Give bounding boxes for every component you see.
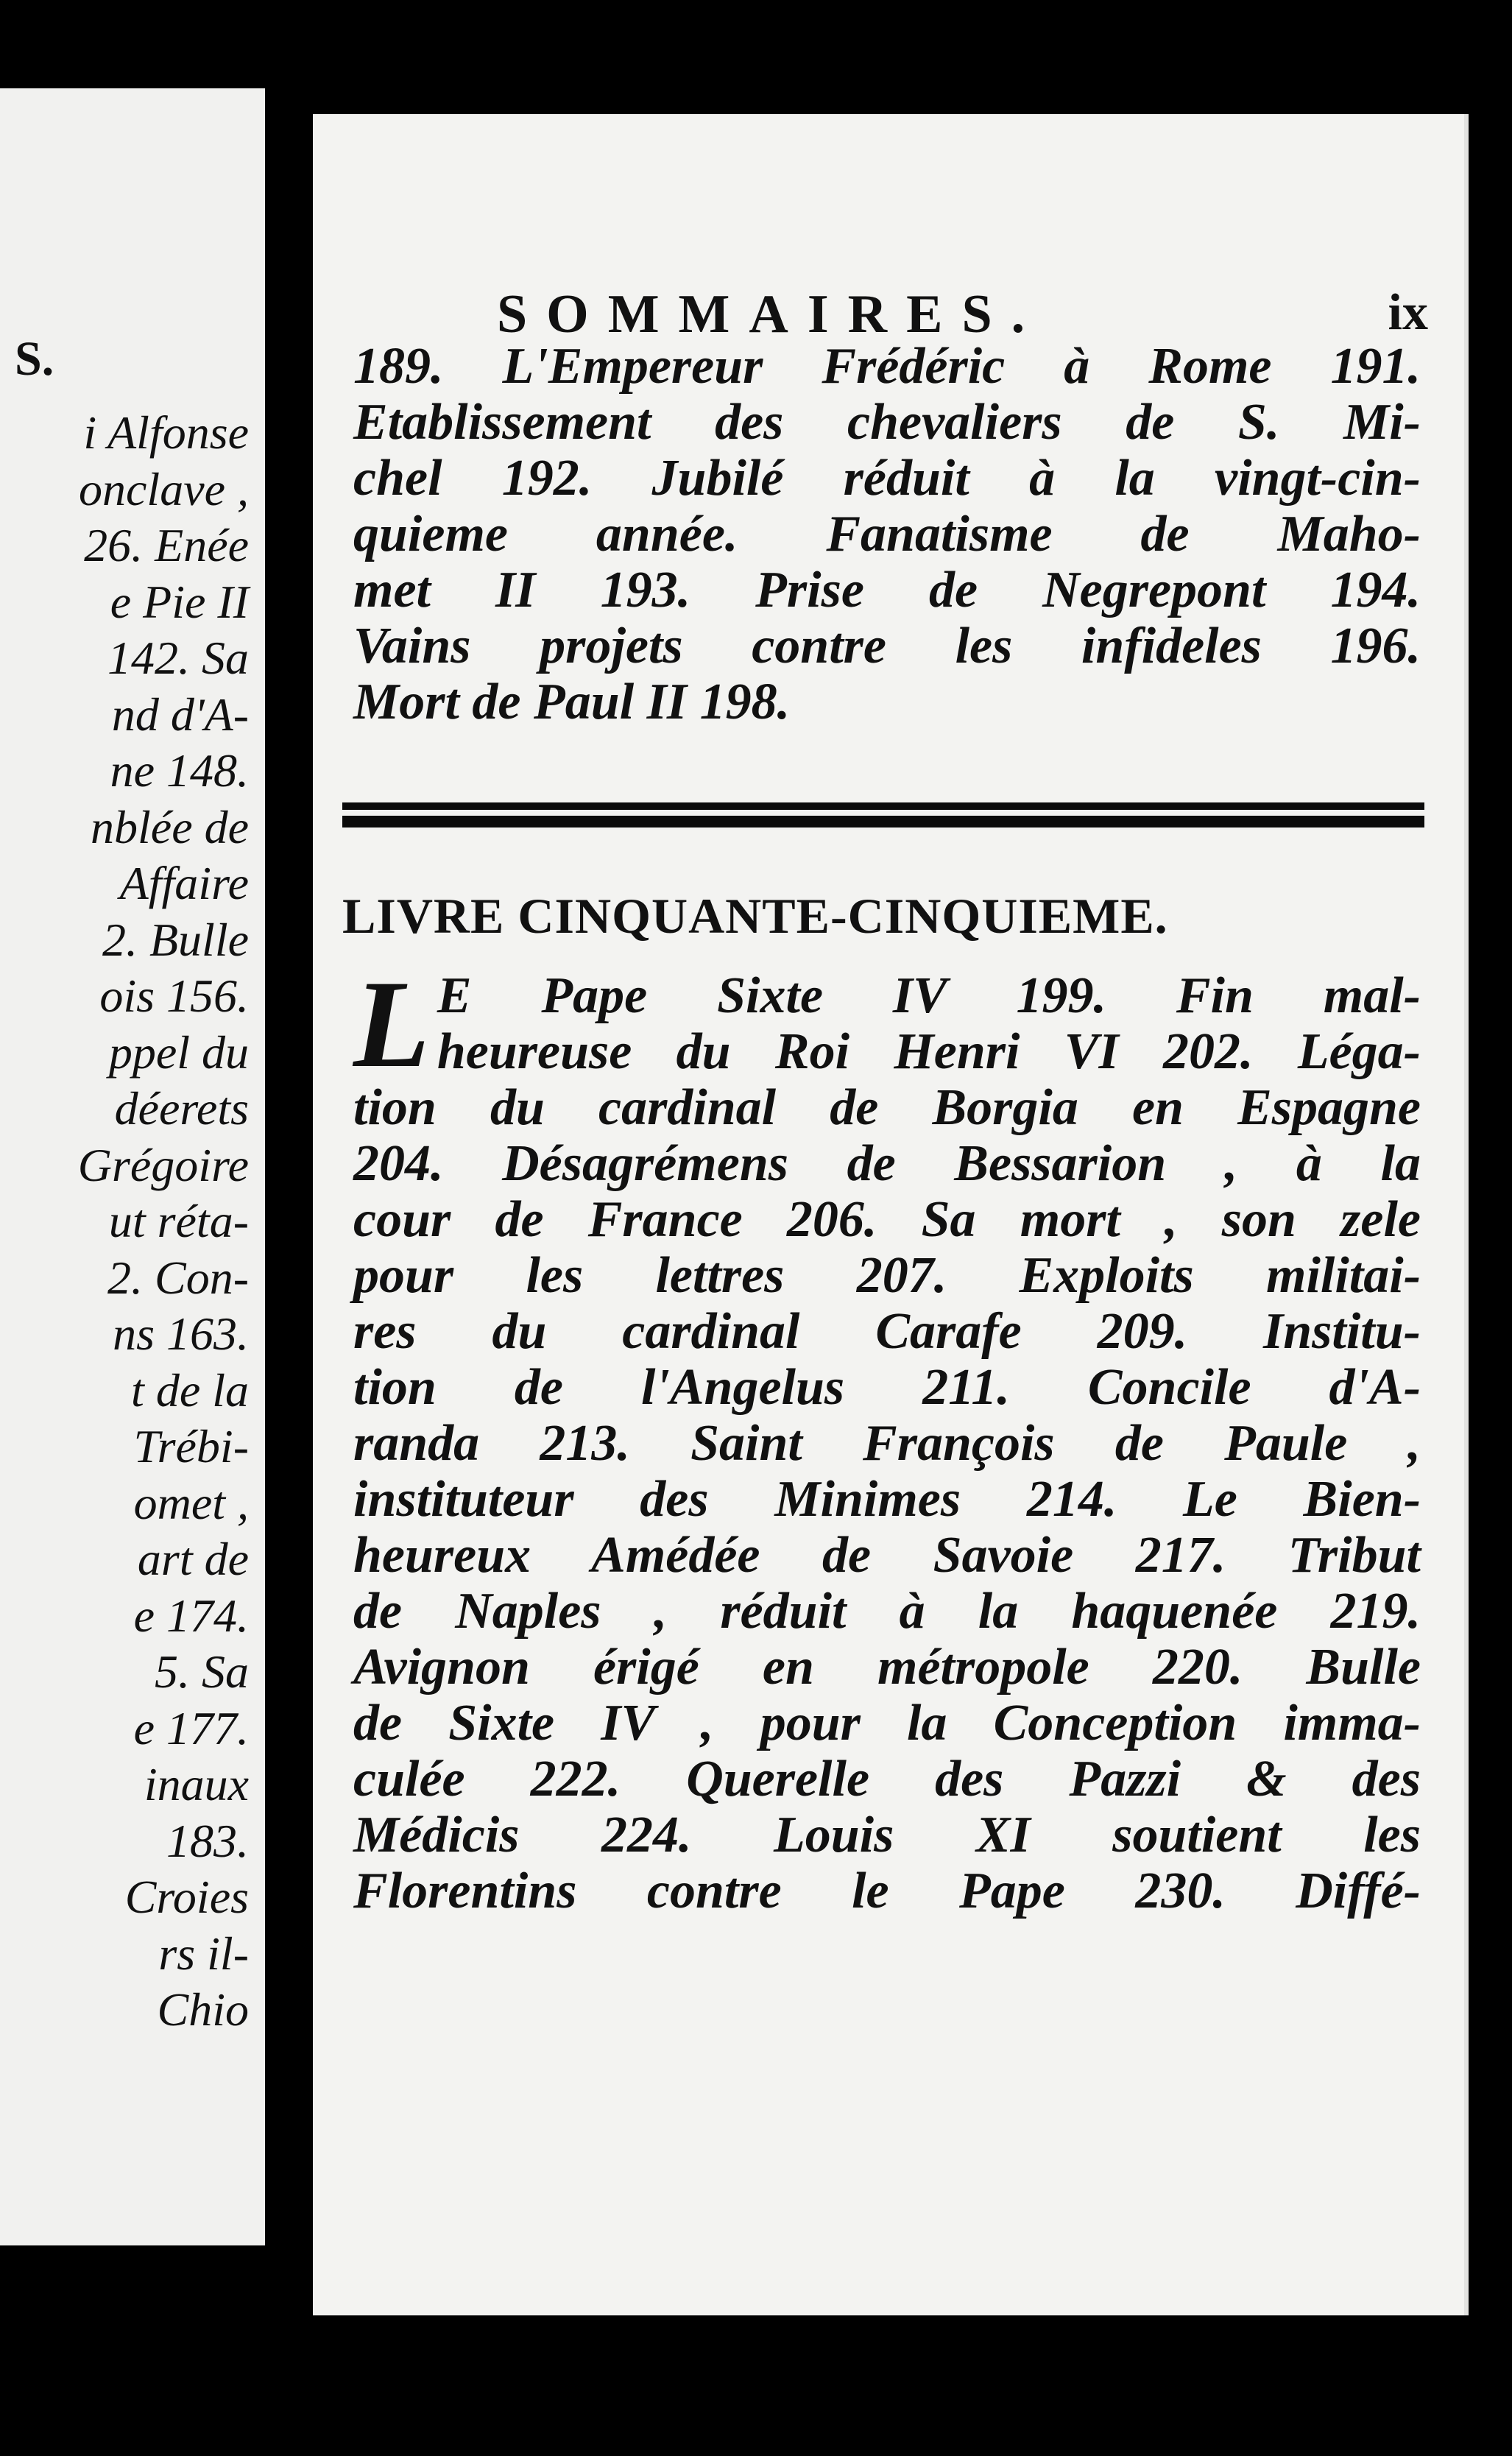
text-line: Trébi- bbox=[133, 1420, 249, 1472]
left-facing-page bbox=[0, 88, 265, 2245]
text-line: i Alfonse bbox=[83, 406, 249, 459]
text-line: ut réta- bbox=[108, 1195, 249, 1247]
text-line: e 177. bbox=[133, 1701, 249, 1754]
text-line: Avignon érigé en métropole 220. Bulle bbox=[353, 1639, 1421, 1695]
text-line: art de bbox=[137, 1533, 249, 1585]
text-line: heureux Amédée de Savoie 217. Tribut bbox=[353, 1527, 1421, 1584]
left-page-running-head: S. bbox=[15, 332, 54, 386]
text-line: heureuse du Roi Henri VI 202. Léga- bbox=[437, 1023, 1421, 1080]
text-line: Florentins contre le Pape 230. Diffé- bbox=[353, 1863, 1421, 1919]
text-line: de Sixte IV , pour la Conception imma- bbox=[353, 1695, 1421, 1751]
section-divider bbox=[342, 802, 1424, 828]
text-line: 189. L'Empereur Frédéric à Rome 191. bbox=[353, 338, 1421, 395]
text-line: 5. Sa bbox=[155, 1645, 249, 1698]
text-line: ois 156. bbox=[99, 970, 249, 1022]
text-line: chel 192. Jubilé réduit à la vingt-cin- bbox=[353, 450, 1421, 507]
text-line: e 174. bbox=[133, 1589, 249, 1642]
text-line: de Naples , réduit à la haquenée 219. bbox=[353, 1583, 1421, 1640]
book-heading: LIVRE CINQUANTE-CINQUIEME. bbox=[342, 888, 1168, 944]
text-line: Grégoire bbox=[77, 1138, 249, 1191]
text-line: onclave , bbox=[79, 462, 249, 515]
text-line: tion de l'Angelus 211. Concile d'A- bbox=[353, 1359, 1421, 1416]
text-line: ns 163. bbox=[113, 1308, 249, 1360]
text-line: Mort de Paul II 198. bbox=[353, 674, 791, 730]
text-line: déerets bbox=[114, 1082, 249, 1135]
text-line: 204. Désagrémens de Bessarion , à la bbox=[353, 1135, 1421, 1192]
text-line: 183. bbox=[166, 1814, 249, 1867]
left-page-text bbox=[0, 405, 265, 2039]
text-line: inaux bbox=[144, 1758, 249, 1810]
text-line: met II 193. Prise de Negrepont 194. bbox=[353, 562, 1421, 618]
text-line: tion du cardinal de Borgia en Espagne bbox=[353, 1079, 1421, 1136]
text-line: 2. Con- bbox=[107, 1251, 249, 1304]
text-line: rs il- bbox=[158, 1927, 249, 1980]
text-line: Chio bbox=[157, 1983, 249, 2036]
text-line: 142. Sa bbox=[107, 632, 249, 684]
text-line: ne 148. bbox=[110, 744, 249, 797]
text-line: Croies bbox=[124, 1871, 249, 1923]
text-line: Etablissement des chevaliers de S. Mi- bbox=[353, 394, 1421, 451]
text-line: nd d'A- bbox=[111, 688, 249, 741]
text-line: pour les lettres 207. Exploits militai- bbox=[353, 1247, 1421, 1304]
text-line: quieme année. Fanatisme de Maho- bbox=[353, 506, 1421, 562]
right-page bbox=[313, 114, 1469, 2315]
text-line: omet , bbox=[133, 1476, 249, 1529]
text-line: Vains projets contre les infideles 196. bbox=[353, 618, 1421, 674]
text-line: culée 222. Querelle des Pazzi & des bbox=[353, 1751, 1421, 1807]
running-head bbox=[313, 283, 1469, 345]
summary-paragraph bbox=[353, 339, 1421, 730]
text-line: randa 213. Saint François de Paule , bbox=[353, 1415, 1421, 1472]
running-title: SOMMAIRES. bbox=[497, 284, 1045, 345]
text-line: 26. Enée bbox=[84, 519, 249, 571]
text-line: E Pape Sixte IV 199. Fin mal- bbox=[437, 967, 1421, 1024]
text-line: cour de France 206. Sa mort , son zele bbox=[353, 1191, 1421, 1248]
drop-cap: L bbox=[353, 955, 430, 1093]
text-line: Médicis 224. Louis XI soutient les bbox=[353, 1807, 1421, 1863]
book-summary-paragraph bbox=[353, 955, 1421, 1919]
text-line: instituteur des Minimes 214. Le Bien- bbox=[353, 1471, 1421, 1528]
text-line: res du cardinal Carafe 209. Institu- bbox=[353, 1303, 1421, 1360]
page-number: ix bbox=[1388, 284, 1428, 341]
text-line: Affaire bbox=[119, 857, 249, 909]
text-line: e Pie II bbox=[110, 575, 249, 628]
page-edge bbox=[1464, 114, 1469, 2315]
text-line: nblée de bbox=[91, 800, 249, 853]
text-line: t de la bbox=[131, 1363, 249, 1416]
text-line: ppel du bbox=[108, 1026, 249, 1079]
text-line: 2. Bulle bbox=[102, 913, 249, 966]
